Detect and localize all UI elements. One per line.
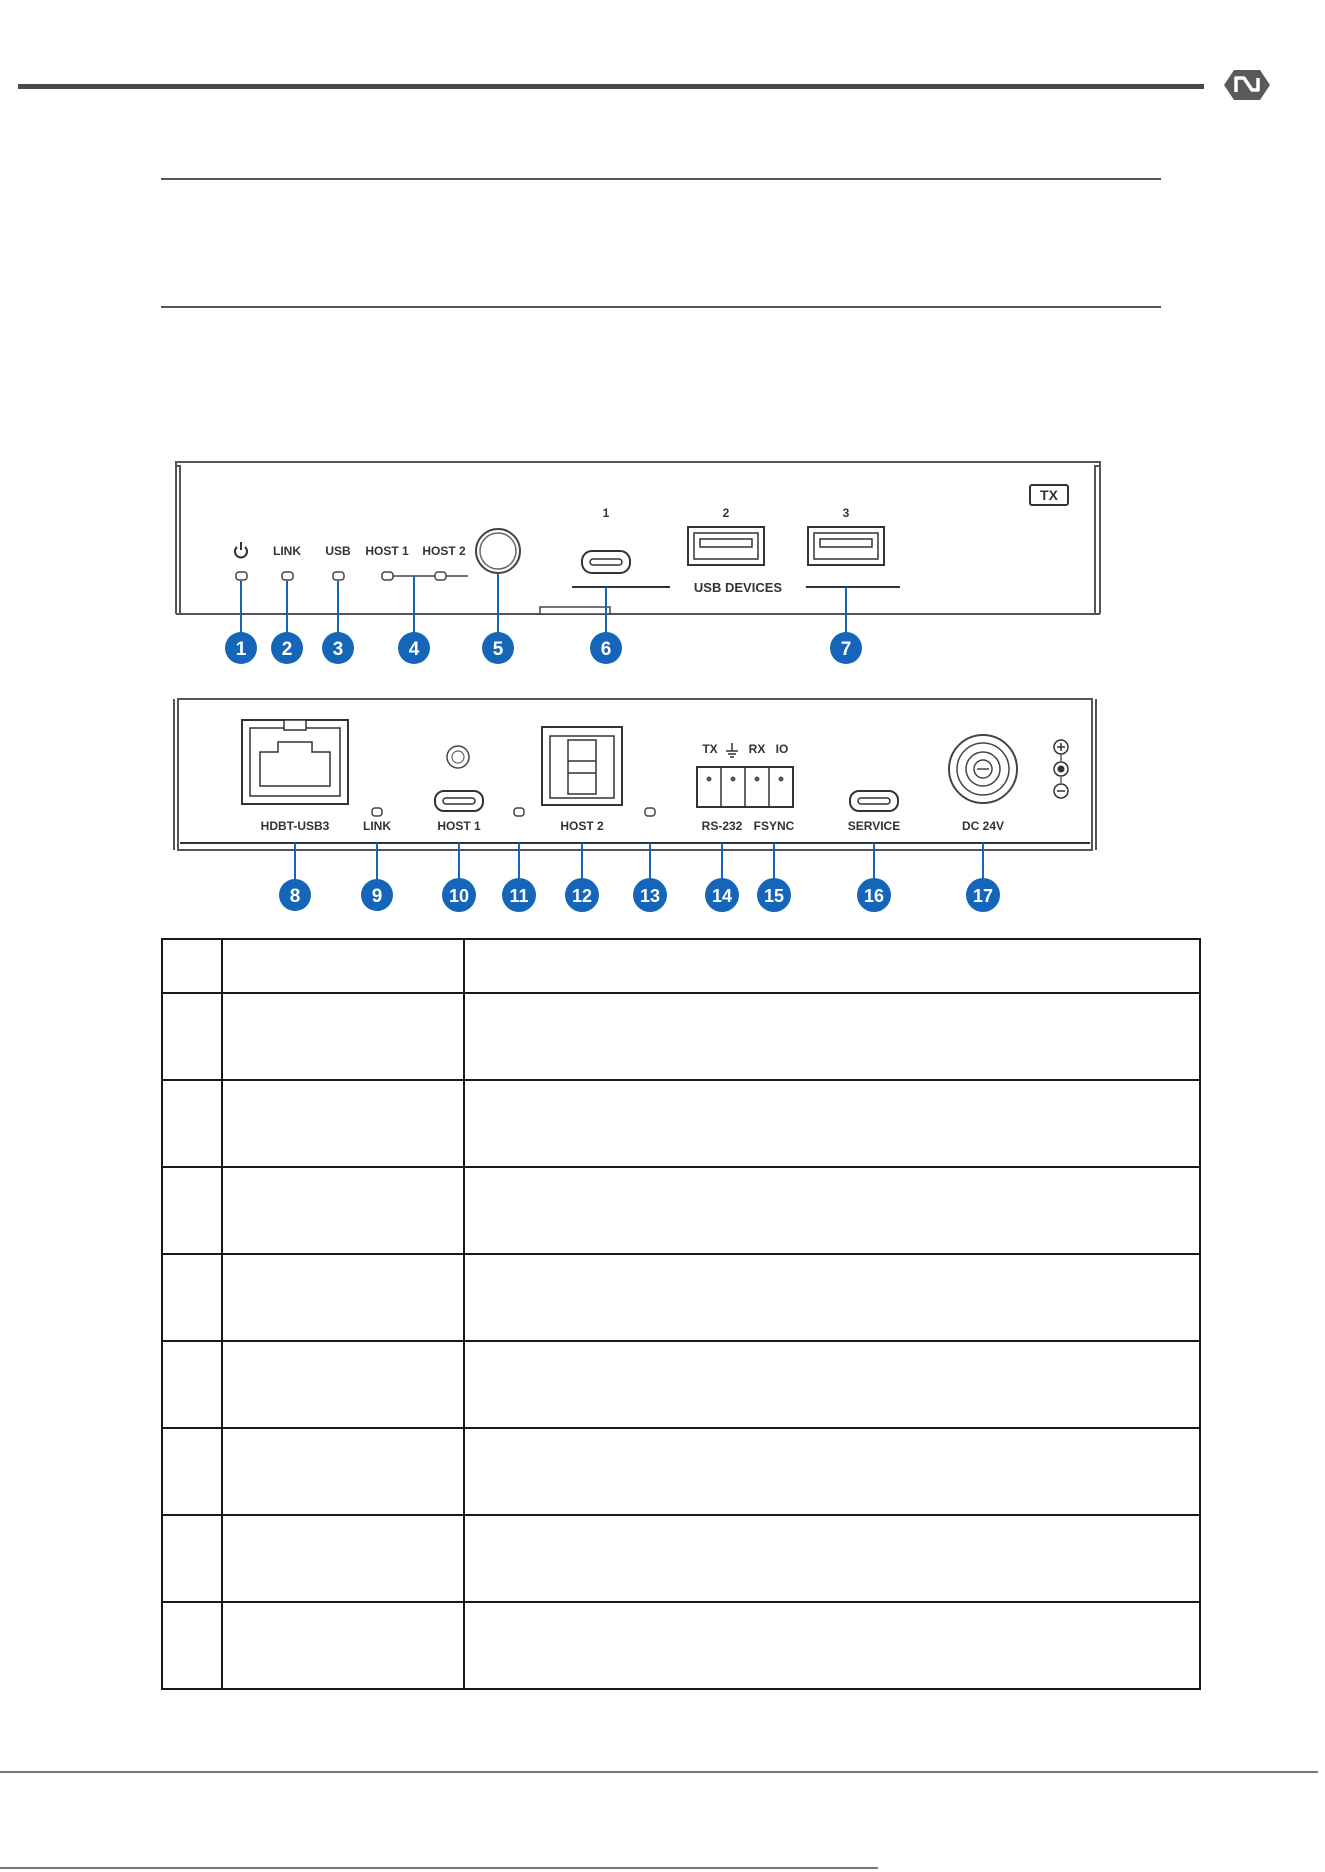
svg-text:10: 10 [448,886,470,906]
label-pin-io: IO [775,742,789,756]
callout-12 [565,878,599,912]
svg-text:13: 13 [639,886,661,906]
table-row [162,993,1200,1080]
callout-17 [966,878,1000,912]
front-callouts [225,632,862,664]
table-header-cell [162,939,222,993]
mode-badge-text: TX [1040,487,1058,503]
table-cell [222,1167,464,1254]
usb-port-number-3: 3 [842,506,850,520]
callout-4 [398,632,430,664]
rj45-port-icon [242,720,348,804]
section-rule-bottom [161,306,1161,308]
table-header-row [162,939,1200,993]
terminal-block-icon [697,767,793,807]
callout-13 [633,878,667,912]
svg-text:4: 4 [408,639,420,660]
table-cell [222,1602,464,1689]
table-header-cell [464,939,1200,993]
label-pin-tx: TX [702,742,718,756]
led-label-host1: HOST 1 [365,544,409,558]
table-header-cell [222,939,464,993]
table-cell [222,1428,464,1515]
table-row [162,1602,1200,1689]
callout-7 [830,632,862,664]
front-panel [176,462,1100,614]
product-panels-figure [160,455,1110,925]
svg-text:7: 7 [840,639,852,660]
callout-6 [590,632,622,664]
callout-10 [442,878,476,912]
callout-8 [279,879,311,911]
svg-text:15: 15 [763,886,785,906]
table-cell [222,1515,464,1602]
usb-devices-label: USB DEVICES [693,580,783,595]
table-cell [222,1254,464,1341]
label-dc: DC 24V [961,819,1005,833]
table-cell [464,1515,1200,1602]
usb-port-number-2: 2 [722,506,730,520]
callout-3 [322,632,354,664]
footer-rule [0,1771,1318,1773]
bottom-rule [0,1867,878,1869]
dc-power-jack-icon [949,735,1017,803]
svg-text:3: 3 [332,639,344,660]
table-cell [464,1254,1200,1341]
table-cell [162,1341,222,1428]
brand-logo-icon [1222,68,1272,102]
table-cell [464,1428,1200,1515]
table-cell [464,1602,1200,1689]
table-cell [162,1167,222,1254]
label-pin-rx: RX [748,742,766,756]
panel-description-table [161,938,1201,1690]
table-cell [464,1167,1200,1254]
callout-14 [705,878,739,912]
svg-text:1: 1 [235,639,247,660]
callout-9 [361,879,393,911]
table-row [162,1515,1200,1602]
usb-a-port-icon [808,527,884,565]
svg-text:16: 16 [863,886,885,906]
table-cell [162,1602,222,1689]
table-cell [222,1080,464,1167]
table-cell [464,1341,1200,1428]
table-cell [162,1254,222,1341]
table-row [162,1167,1200,1254]
table-cell [162,1080,222,1167]
usb-c-port-icon [435,791,483,811]
label-hdbt: HDBT-USB3 [260,819,330,833]
rear-callouts [279,878,1000,912]
usb-a-port-icon [688,527,764,565]
table-cell [222,993,464,1080]
label-host2: HOST 2 [560,819,604,833]
table-cell [162,1428,222,1515]
callout-11 [502,878,536,912]
table-cell [162,1515,222,1602]
usb-b-port-icon [542,727,622,805]
label-link: LINK [363,819,391,833]
table-cell [464,993,1200,1080]
table-row [162,1341,1200,1428]
led-label-usb: USB [325,544,351,558]
callout-5 [482,632,514,664]
svg-text:11: 11 [509,886,529,906]
svg-text:9: 9 [371,886,383,907]
table-cell [162,993,222,1080]
host-select-button-icon [476,529,520,573]
led-label-link: LINK [273,544,301,558]
svg-text:12: 12 [571,886,593,906]
table-row [162,1254,1200,1341]
svg-text:5: 5 [492,639,504,660]
callout-15 [757,878,791,912]
usb-c-port-icon [850,791,898,811]
label-fsync: FSYNC [753,819,795,833]
svg-text:6: 6 [600,639,612,660]
table-cell [464,1080,1200,1167]
svg-text:14: 14 [711,886,733,906]
section-rule-top [161,178,1161,180]
label-rs232: RS-232 [701,819,743,833]
usb-c-port-icon [582,551,630,573]
rear-panel [174,699,1096,850]
table-row [162,1080,1200,1167]
callout-2 [271,632,303,664]
led-label-host2: HOST 2 [422,544,466,558]
callout-1 [225,632,257,664]
label-service: SERVICE [847,819,901,833]
polarity-icon [1054,740,1068,798]
label-host1: HOST 1 [437,819,481,833]
svg-text:2: 2 [281,639,293,660]
table-cell [222,1341,464,1428]
usb-port-number-1: 1 [602,506,610,520]
header-rule [18,84,1204,89]
svg-text:17: 17 [972,886,994,906]
svg-text:8: 8 [289,886,301,907]
callout-16 [857,878,891,912]
table-row [162,1428,1200,1515]
